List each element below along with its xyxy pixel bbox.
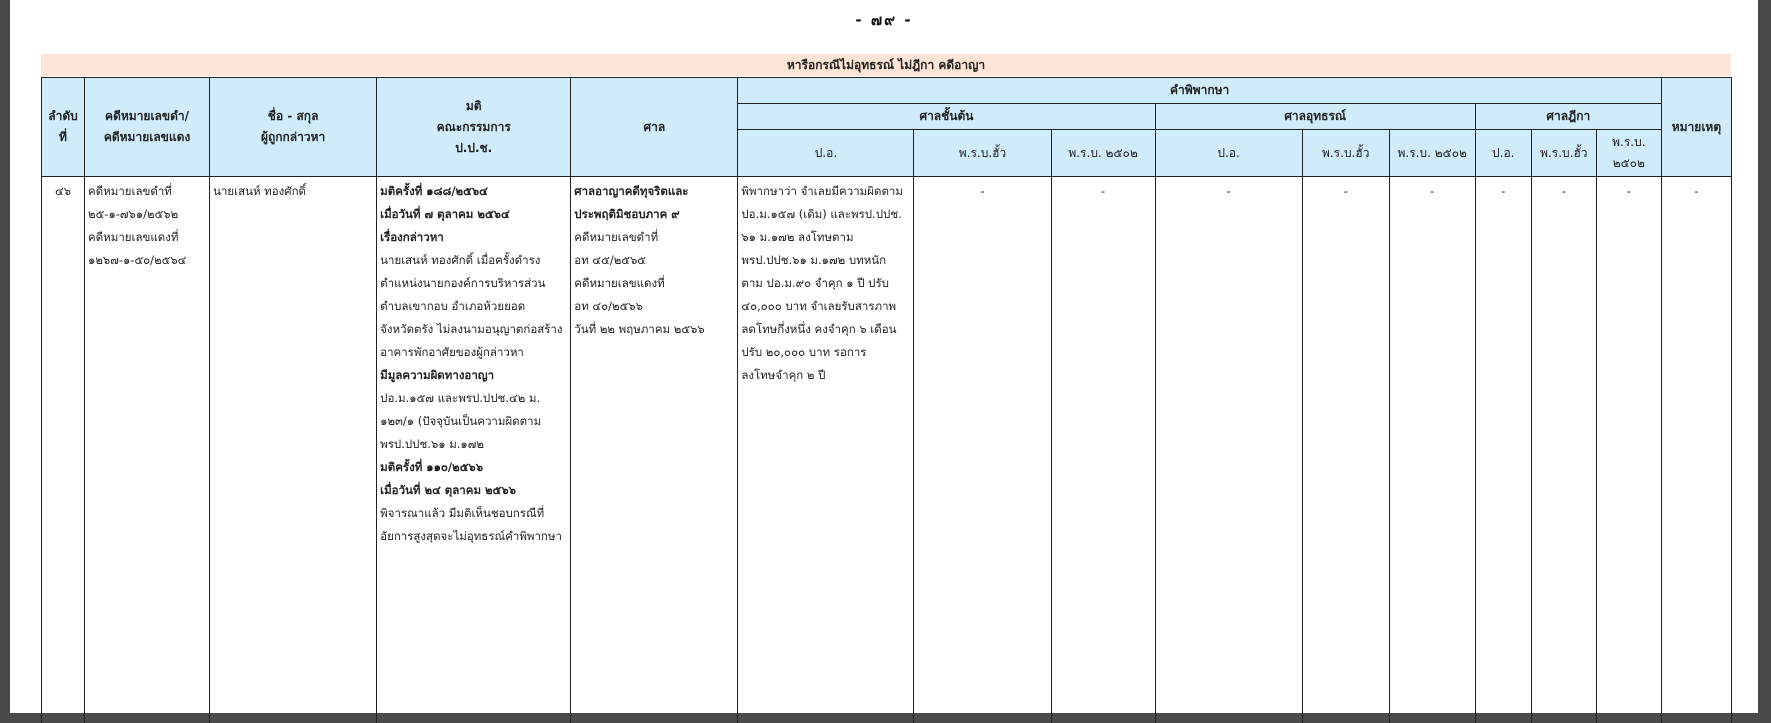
cell-appeal-pa: - <box>1155 177 1302 723</box>
cell-line: นายเสนห์ ทองศักดิ์ เมื่อครั้งดำรง <box>380 249 567 272</box>
header-court: ศาล <box>571 78 738 177</box>
cell-resolution <box>377 177 571 723</box>
cell-line: เมื่อวันที่ ๒๔ ตุลาคม ๒๕๖๖ <box>380 479 567 502</box>
cell-line: พิจารณาแล้ว มีมติเห็นชอบกรณีที่ <box>380 502 567 525</box>
header-name: ชื่อ - สกุล ผู้ถูกกล่าวหา <box>210 78 377 177</box>
header-appeal-pror-2502: พ.ร.บ. ๒๕๐๒ <box>1389 130 1475 177</box>
table-banner-title: หารือกรณีไม่อุทธรณ์ ไม่ฎีกา คดีอาญา <box>41 54 1731 76</box>
cell-line: เรื่องกล่าวหา <box>380 226 567 249</box>
cell-line: อัยการสูงสุดจะไม่อุทธรณ์คำพิพากษา <box>380 525 567 548</box>
cell-line: อท ๔๕/๒๕๖๕ <box>574 249 734 272</box>
cell-line: พรป.ปปช.๖๑ ม.๑๗๒ <box>380 433 567 456</box>
cell-line: มีมูลความผิดทางอาญา <box>380 364 567 387</box>
cell-first-pa: พิพากษาว่า จำเลยมีความผิดตาม ปอ.ม.๑๕๗ (เดิม) และพรป.ปปช. ๖๑ ม.๑๗๒ ลงโทษตาม พรป.ปปช.๖๑ ม.๑๗๒ บทหนัก ตาม ปอ.ม.๙๐ จำคุก ๑ ปี ปรับ ๔๐,๐๐๐ บาท จำเลยรับสารภาพ ลดโทษกึ่งหนึ่ง คงจำคุก ๖ เดือน ปรับ ๒๐,๐๐๐ บาท รอการ ลงโทษจำคุก ๒ ปี <box>738 177 914 723</box>
cell-name: นายเสนห์ ทองศักดิ์ <box>210 177 377 723</box>
header-resolution: มติ คณะกรรมการ ป.ป.ช. <box>377 78 571 177</box>
header-remark: หมายเหตุ <box>1661 78 1731 177</box>
header-seq: ลำดับที่ <box>42 78 85 177</box>
cell-seq: ๔๖ <box>42 177 85 723</box>
header-case-no: คดีหมายเลขดำ/ คดีหมายเลขแดง <box>85 78 210 177</box>
cell-supreme-pror-old: - <box>1531 177 1596 723</box>
cell-line: ปอ.ม.๑๕๗ และพรป.ปปช.๔๒ ม. <box>380 387 567 410</box>
cell-supreme-pror-2502: - <box>1596 177 1661 723</box>
cell-line: เมื่อวันที่ ๗ ตุลาคม ๒๕๖๔ <box>380 203 567 226</box>
header-appeal-pror-old: พ.ร.บ.ฮั้ว <box>1302 130 1389 177</box>
table-row <box>42 177 1732 723</box>
document-page <box>10 0 1758 713</box>
cell-case-no: คดีหมายเลขดำที่ ๒๕-๑-๗๖๑/๒๕๖๒ คดีหมายเลขแดงที่ ๑๒๖๗-๑-๕๐/๒๕๖๔ <box>85 177 210 723</box>
header-supreme-pror-2502: พ.ร.บ. ๒๕๐๒ <box>1596 130 1661 177</box>
header-supreme-pror-old: พ.ร.บ.ฮั้ว <box>1531 130 1596 177</box>
header-first-pror-old: พ.ร.บ.ฮั้ว <box>914 130 1051 177</box>
header-supreme-pa: ป.อ. <box>1475 130 1531 177</box>
cell-line: มติครั้งที่ ๑๘๘/๒๕๖๔ <box>380 180 567 203</box>
header-appeal-pa: ป.อ. <box>1155 130 1302 177</box>
cell-line: มติครั้งที่ ๑๑๐/๒๕๖๖ <box>380 456 567 479</box>
cell-line: คดีหมายเลขแดงที่ <box>574 272 734 295</box>
cell-line: ๑๒๓/๑ (ปัจจุบันเป็นความผิดตาม <box>380 410 567 433</box>
cell-first-pror-old: - <box>914 177 1051 723</box>
case-table <box>41 77 1732 723</box>
header-first-pa: ป.อ. <box>738 130 914 177</box>
cell-line: วันที่ ๒๒ พฤษภาคม ๒๕๖๖ <box>574 318 734 341</box>
cell-line: จังหวัดตรัง ไม่ลงนามอนุญาตก่อสร้าง <box>380 318 567 341</box>
cell-first-pror-2502: - <box>1051 177 1155 723</box>
cell-line: อท ๔๐/๒๕๖๖ <box>574 295 734 318</box>
header-court-appeal: ศาลอุทธรณ์ <box>1155 104 1475 130</box>
cell-line: ตำบลเขากอบ อำเภอห้วยยอด <box>380 295 567 318</box>
header-court-first: ศาลชั้นต้น <box>738 104 1155 130</box>
cell-line: ตำแหน่งนายกองค์การบริหารส่วน <box>380 272 567 295</box>
cell-line: อาคารพักอาศัยของผู้กล่าวหา <box>380 341 567 364</box>
cell-appeal-pror-2502: - <box>1389 177 1475 723</box>
cell-supreme-pa: - <box>1475 177 1531 723</box>
cell-appeal-pror-old: - <box>1302 177 1389 723</box>
cell-line: ศาลอาญาคดีทุจริตและ <box>574 180 734 203</box>
cell-court <box>571 177 738 723</box>
cell-remark: - <box>1661 177 1731 723</box>
header-court-supreme: ศาลฎีกา <box>1475 104 1661 130</box>
cell-line: คดีหมายเลขดำที่ <box>574 226 734 249</box>
page-number: - ๗๙ - <box>10 8 1758 32</box>
header-first-pror-2502: พ.ร.บ. ๒๕๐๒ <box>1051 130 1155 177</box>
header-judgment: คำพิพากษา <box>738 78 1662 104</box>
cell-line: ประพฤติมิชอบภาค ๙ <box>574 203 734 226</box>
